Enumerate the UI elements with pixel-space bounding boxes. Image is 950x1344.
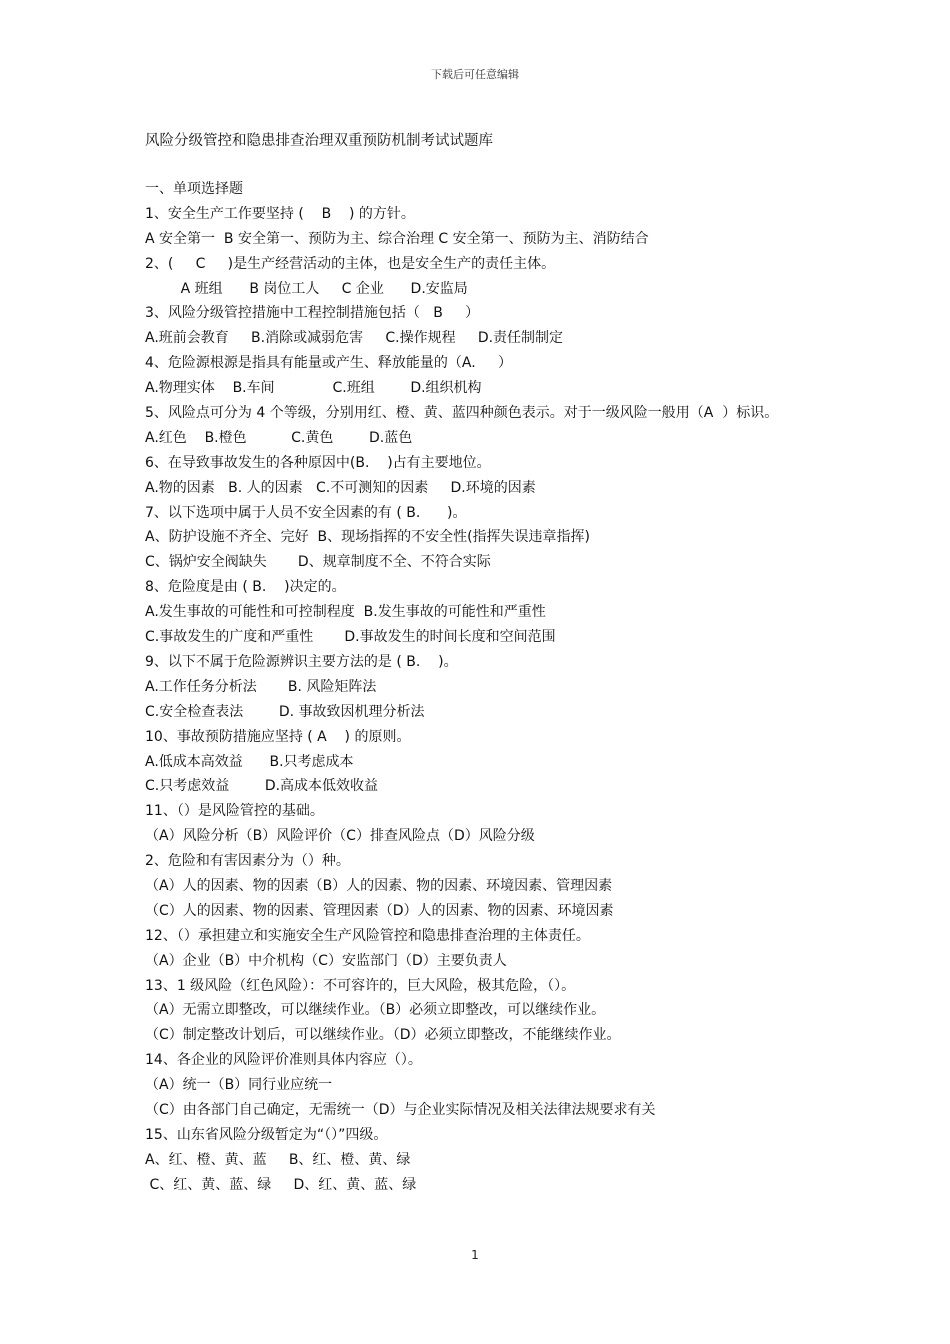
options-line: A.物理实体 B.车间 C.班组 D.组织机构 xyxy=(145,380,482,397)
page-header: 下载后可任意编辑 xyxy=(431,68,519,81)
options-line: （C）人的因素、物的因素、管理因素（D）人的因素、物的因素、环境因素 xyxy=(145,902,614,919)
question-line: 14、各企业的风险评价准则具体内容应（）。 xyxy=(145,1052,422,1069)
options-line: A、防护设施不齐全、完好 B、现场指挥的不安全性(指挥失误违章指挥) xyxy=(145,529,591,546)
options-line: A、红、橙、黄、蓝 B、红、橙、黄、绿 xyxy=(145,1151,411,1168)
options-line: A.发生事故的可能性和可控制程度 B.发生事故的可能性和严重性 xyxy=(145,604,546,621)
options-line: （C）由各部门自己确定，无需统一（D）与企业实际情况及相关法律法规要求有关 xyxy=(145,1101,656,1118)
question-line: 1、安全生产工作要坚持 ( B ) 的方针。 xyxy=(145,205,415,222)
options-line: （A）统一（B）同行业应统一 xyxy=(145,1077,333,1094)
question-line: 3、风险分级管控措施中工程控制措施包括（ B ） xyxy=(145,305,480,322)
options-line: A.工作任务分析法 B. 风险矩阵法 xyxy=(145,678,377,695)
question-line: 10、事故预防措施应坚持 ( A ) 的原则。 xyxy=(145,728,411,745)
question-line: 4、危险源根源是指具有能量或产生、释放能量的（A. ） xyxy=(145,355,512,372)
options-line: C.事故发生的广度和严重性 D.事故发生的时间长度和空间范围 xyxy=(145,629,556,646)
options-line: （A）无需立即整改，可以继续作业。（B）必须立即整改，可以继续作业。 xyxy=(145,1002,606,1019)
question-line: 6、在导致事故发生的各种原因中(B. )占有主要地位。 xyxy=(145,454,491,471)
options-line: A 班组 B 岗位工人 C 企业 D.安监局 xyxy=(145,280,468,297)
question-line: 13、1 级风险（红色风险）：不可容许的，巨大风险，极其危险，（）。 xyxy=(145,977,576,994)
options-line: （A）企业（B）中介机构（C）安监部门（D）主要负责人 xyxy=(145,952,507,969)
question-line: 2、危险和有害因素分为（）种。 xyxy=(145,853,350,870)
section-heading: 一、单项选择题 xyxy=(145,181,243,197)
question-line: 7、以下选项中属于人员不安全因素的有 ( B. )。 xyxy=(145,504,467,521)
question-line: 2、( C )是生产经营活动的主体，也是安全生产的责任主体。 xyxy=(145,255,556,272)
question-line: 9、以下不属于危险源辨识主要方法的是 ( B. )。 xyxy=(145,653,458,670)
options-line: C.安全检查表法 D. 事故致因机理分析法 xyxy=(145,703,425,720)
options-line: A 安全第一 B 安全第一、预防为主、综合治理 C 安全第一、预防为主、消防结合 xyxy=(145,230,649,247)
options-line: C.只考虑效益 D.高成本低效收益 xyxy=(145,778,379,795)
options-line: A.班前会教育 B.消除或减弱危害 C.操作规程 D.责任制制定 xyxy=(145,330,564,347)
question-line: 11、（）是风险管控的基础。 xyxy=(145,803,324,820)
question-line: 8、危险度是由 ( B. )决定的。 xyxy=(145,579,346,596)
question-line: 15、山东省风险分级暂定为“（）”四级。 xyxy=(145,1126,388,1143)
options-line: （A）人的因素、物的因素（B）人的因素、物的因素、环境因素、管理因素 xyxy=(145,877,613,894)
options-line: A.物的因素 B. 人的因素 C.不可测知的因素 D.环境的因素 xyxy=(145,479,536,496)
options-line: C、锅炉安全阀缺失 D、规章制度不全、不符合实际 xyxy=(145,554,491,571)
document-title: 风险分级管控和隐患排查治理双重预防机制考试试题库 xyxy=(145,133,493,149)
options-line: A.低成本高效益 B.只考虑成本 xyxy=(145,753,354,770)
page-number: 1 xyxy=(471,1248,479,1262)
options-line: （A）风险分析（B）风险评价（C）排查风险点（D）风险分级 xyxy=(145,828,535,845)
question-line: 12、（）承担建立和实施安全生产风险管控和隐患排查治理的主体责任。 xyxy=(145,927,590,944)
options-line: （C）制定整改计划后，可以继续作业。（D）必须立即整改，不能继续作业。 xyxy=(145,1027,621,1044)
question-line: 5、风险点可分为 4 个等级，分别用红、橙、黄、蓝四种颜色表示。对于一级风险一般用（A ）标识。 xyxy=(145,405,779,422)
options-line: A.红色 B.橙色 C.黄色 D.蓝色 xyxy=(145,429,413,446)
options-line: C、红、黄、蓝、绿 D、红、黄、蓝、绿 xyxy=(145,1176,417,1193)
question-list xyxy=(145,177,825,1198)
